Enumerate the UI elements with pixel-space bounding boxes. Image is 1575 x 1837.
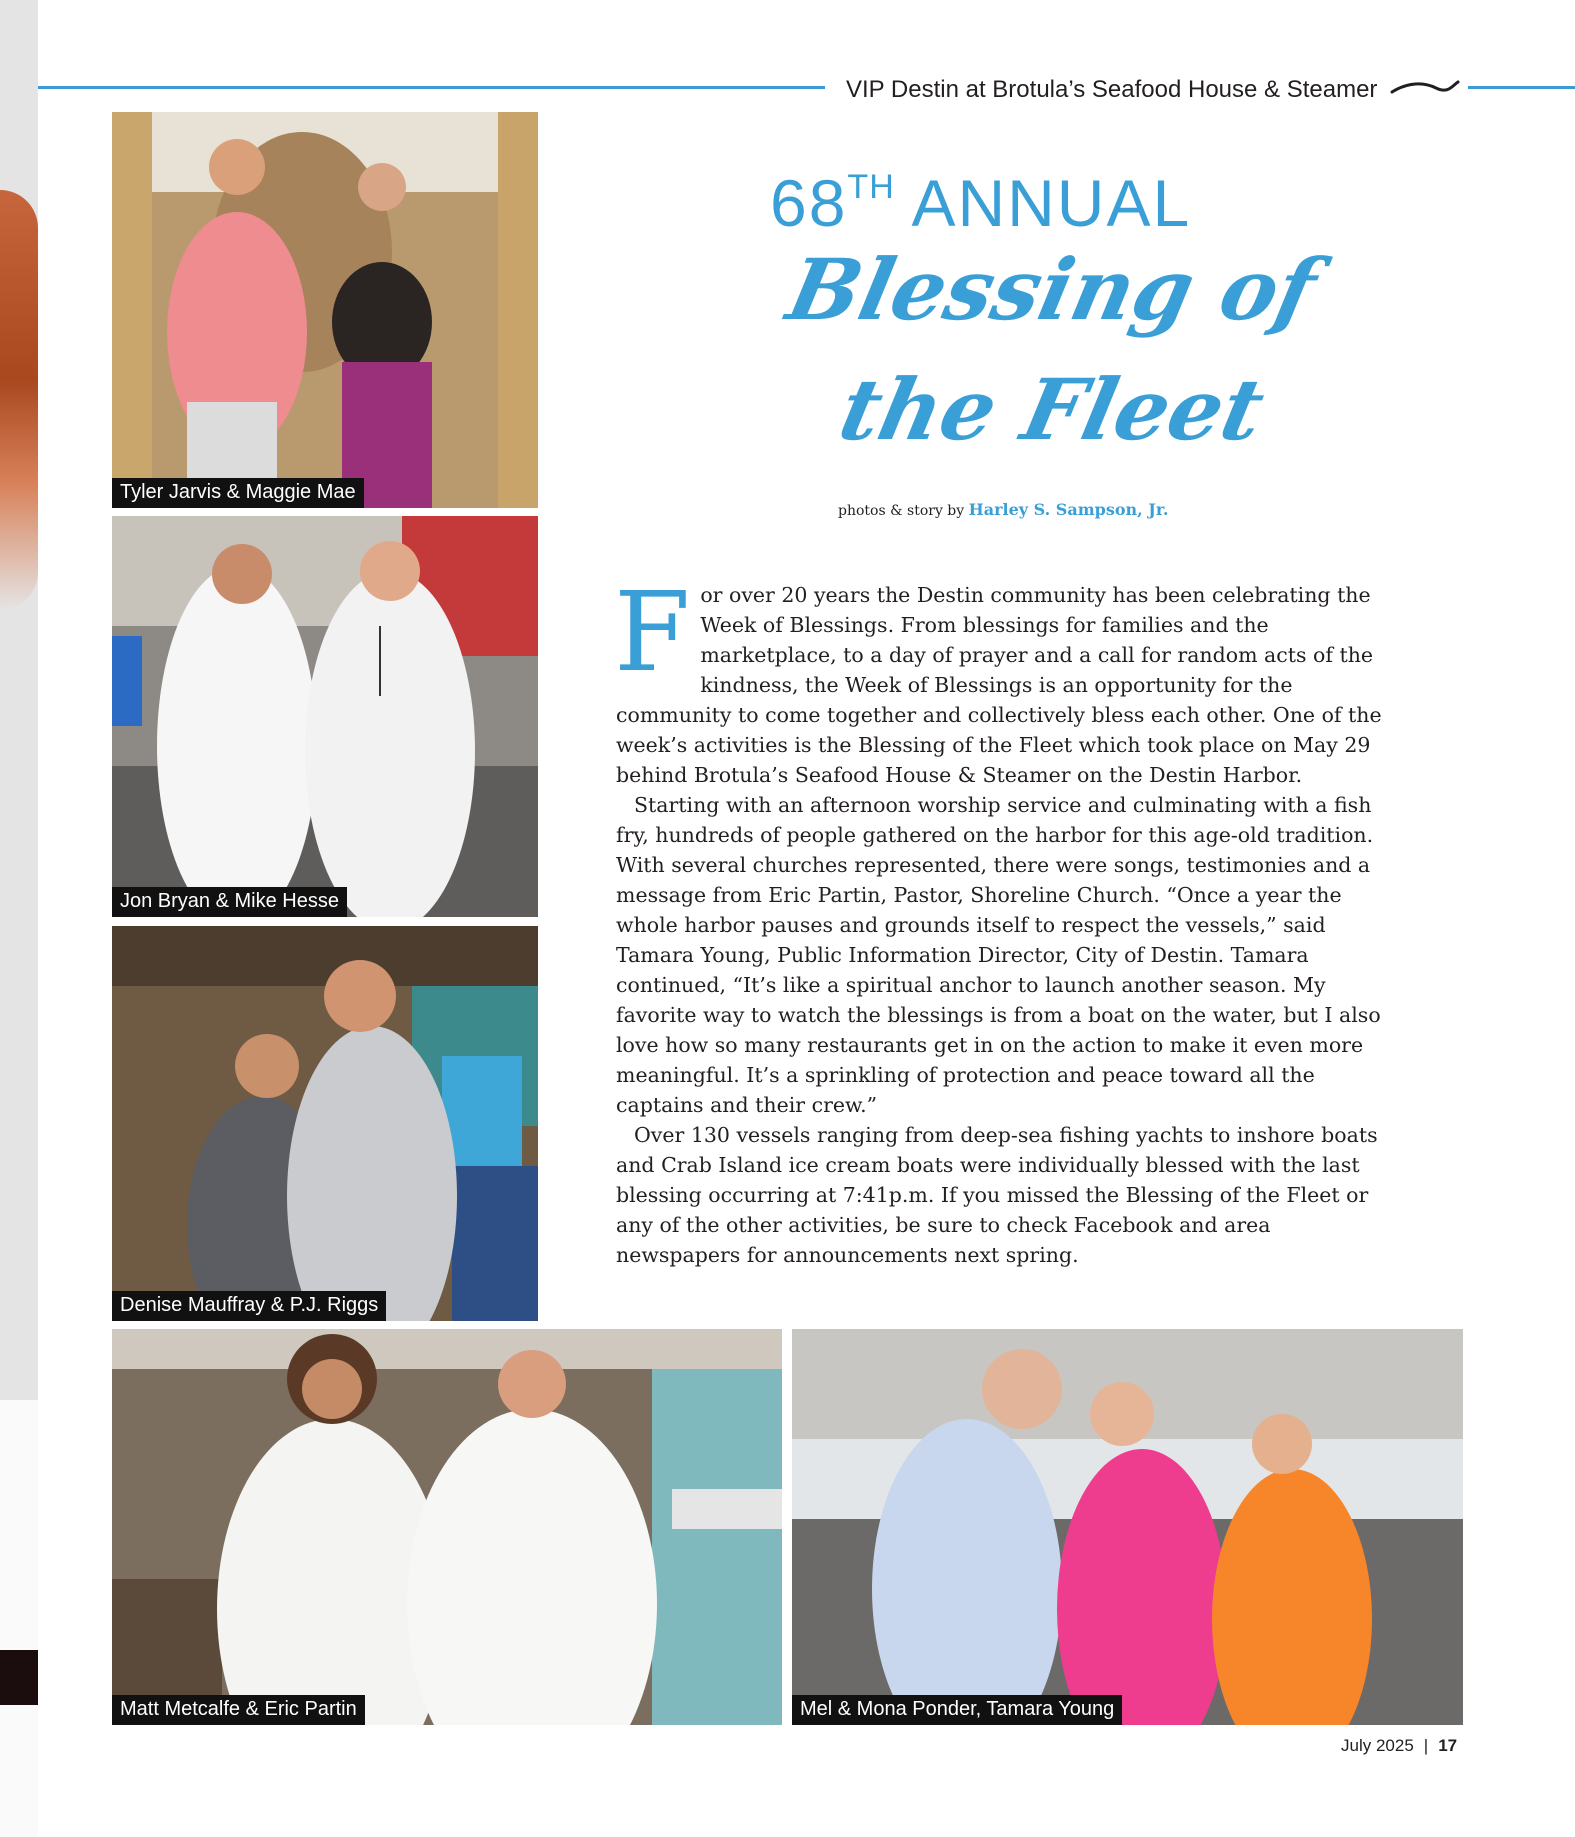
article-paragraph-2: Starting with an afternoon worship service and culminating with a fish fry, hundreds of people gathered on the harbor for this age-old tradition. With several churches represented, there were songs, testimonies and a message from Eric Partin, Pastor, Shoreline Church. “Once a year the whole harbor pauses and grounds itself to respect the vessels,” said Tamara Young, Public Information Director, City of Destin. Tamara continued, “It’s like a spiritual anchor to launch another season. My favorite way to watch the blessings is from a boat on the water, but I also love how so many restaurants get in on the action to make it even more meaningful. It’s a sprinkling of protection and peace toward all the captains and their crew.” bbox=[616, 793, 1381, 1117]
title-annual bbox=[770, 165, 1191, 241]
photo-caption: Mel & Mona Ponder, Tamara Young bbox=[792, 1695, 1122, 1725]
photo-tyler-maggie bbox=[112, 112, 538, 508]
issue-date: July 2025 bbox=[1341, 1736, 1414, 1755]
title-suffix: TH bbox=[847, 168, 895, 206]
title-word: ANNUAL bbox=[911, 166, 1192, 240]
photo-jon-mike bbox=[112, 516, 538, 917]
header-rule-left bbox=[38, 86, 825, 89]
article-body bbox=[614, 568, 1388, 1270]
swoosh-ornament bbox=[1390, 78, 1460, 98]
paragraph-1-text: or over 20 years the Destin community has been celebrating the Week of Blessings. From blessings for families and the marketplace, to a day of prayer and a call for random acts of the kindness, the Week of Blessings is an opportunity for the community to come together and collectively bless each other. One of the week’s activities is the Blessing of the Fleet which took place on May 29 behind Brotula’s Seafood House & Steamer on the Destin Harbor. bbox=[616, 583, 1382, 787]
photo-caption: Denise Mauffray & P.J. Riggs bbox=[112, 1291, 386, 1321]
title-script-line1: Blessing of bbox=[779, 240, 1325, 339]
photo-caption: Tyler Jarvis & Maggie Mae bbox=[112, 478, 364, 508]
title-number: 68 bbox=[770, 166, 848, 240]
article-paragraph-3: Over 130 vessels ranging from deep-sea fishing yachts to inshore boats and Crab Island ice cream boats were individually blessed with the last blessing occurring at 7:41p.m. If you missed the Blessing of the Fleet or any of the other activities, be sure to check Facebook and area newspapers for announcements next spring. bbox=[616, 1123, 1378, 1267]
photo-caption: Matt Metcalfe & Eric Partin bbox=[112, 1695, 365, 1725]
byline-author: Harley S. Sampson, Jr. bbox=[968, 500, 1169, 519]
photo-matt-eric bbox=[112, 1329, 782, 1725]
page-footer bbox=[1341, 1736, 1457, 1756]
page-number: 17 bbox=[1438, 1736, 1458, 1755]
byline-prefix: photos & story by bbox=[838, 503, 965, 519]
title-script-line2: the Fleet bbox=[831, 360, 1273, 459]
byline bbox=[838, 500, 1168, 519]
photo-caption: Jon Bryan & Mike Hesse bbox=[112, 887, 347, 917]
header-rule-right bbox=[1468, 86, 1575, 89]
footer-separator: | bbox=[1423, 1736, 1429, 1755]
photo-denise-pj bbox=[112, 926, 538, 1321]
section-title: VIP Destin at Brotula’s Seafood House & Steamer bbox=[846, 76, 1378, 103]
facing-page-edge bbox=[0, 0, 38, 1837]
photo-mel-mona-tamara bbox=[792, 1329, 1463, 1725]
drop-cap: F bbox=[614, 568, 691, 696]
article-paragraph-1 bbox=[614, 568, 1388, 790]
